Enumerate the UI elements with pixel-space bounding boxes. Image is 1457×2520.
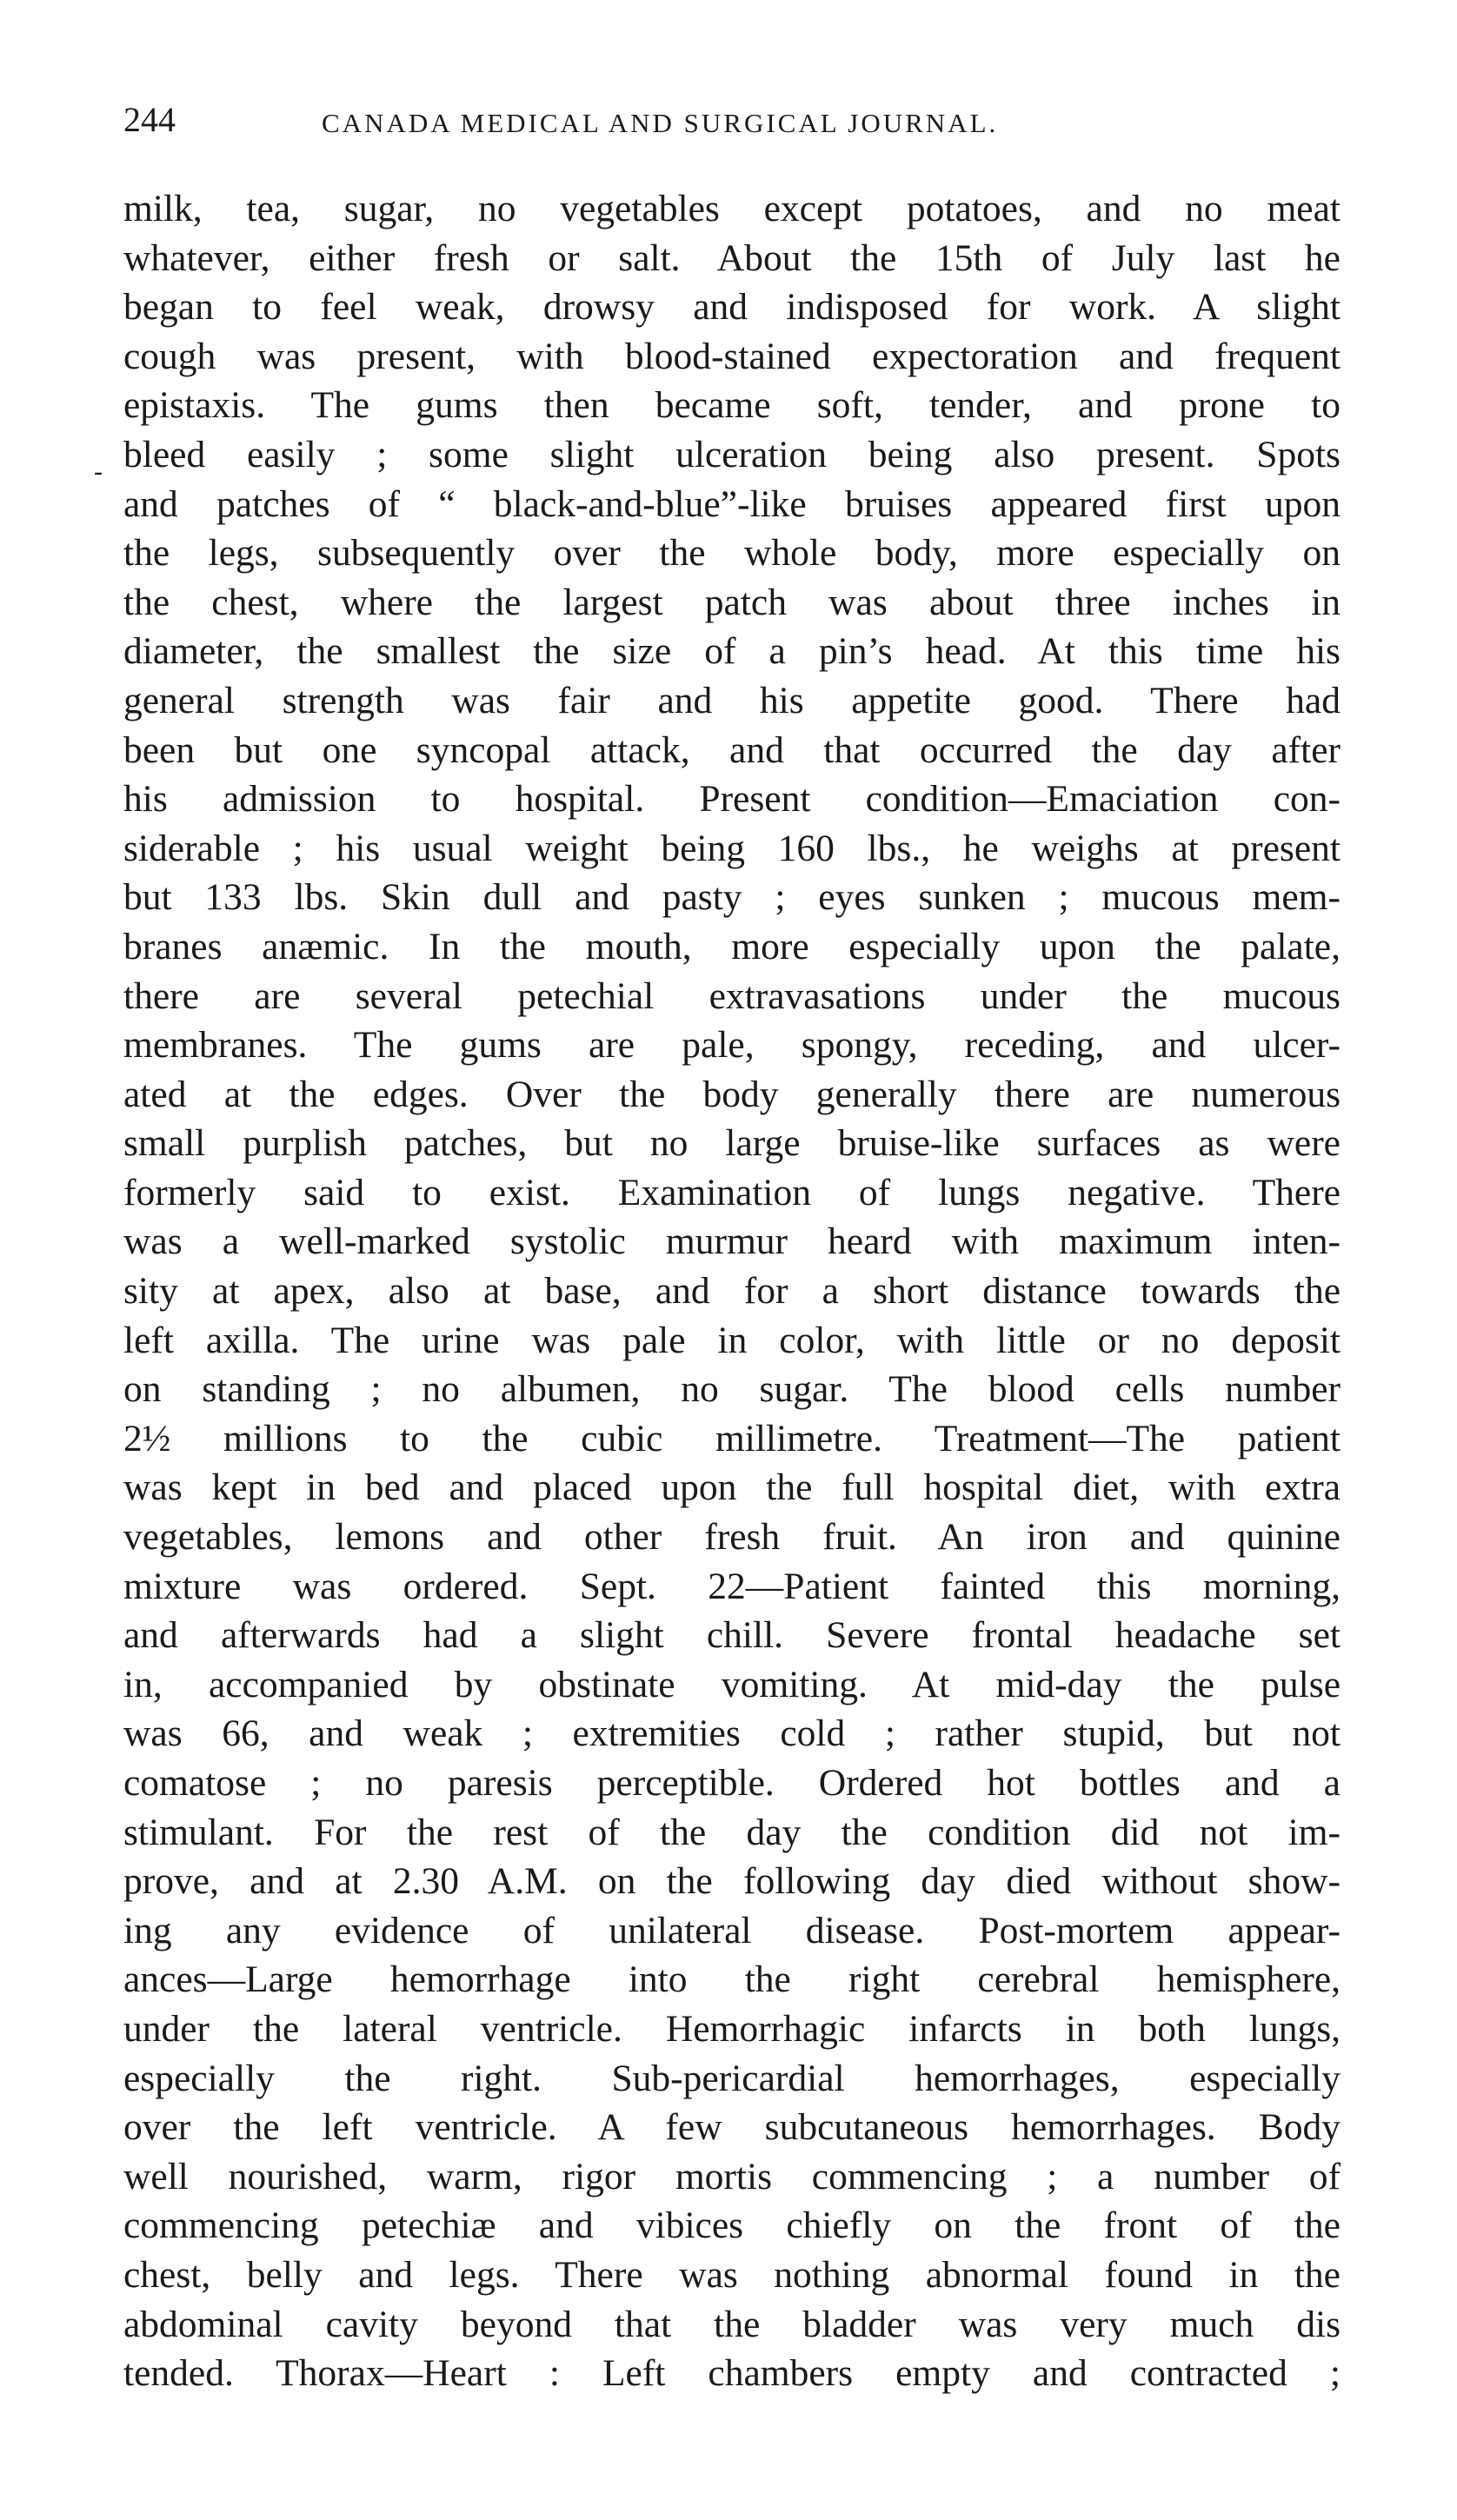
text-line: vegetables, lemons and other fresh fruit. An iron and quinine [123,1516,1341,1559]
text-line: well nourished, warm, rigor mortis commencing ; a number of [123,2155,1341,2198]
text-line: on standing ; no albumen, no sugar. The blood cells number [123,1368,1341,1411]
text-line: mixture was ordered. Sept. 22—Patient fainted this morning, [123,1565,1341,1607]
text-line: was a well-marked systolic murmur heard with maximum inten- [123,1220,1341,1263]
text-line: chest, belly and legs. There was nothing abnormal found in the [123,2253,1341,2296]
page-number: 244 [123,100,176,139]
text-line: the legs, subsequently over the whole body, more especially on [123,532,1341,575]
text-line: prove, and at 2.30 A.M. on the following day died without show- [123,1860,1341,1903]
text-line: siderable ; his usual weight being 160 lbs., he weighs at present [123,827,1341,869]
text-line: whatever, either fresh or salt. About the 15th of July last he [123,236,1341,279]
text-line: was kept in bed and placed upon the full hospital diet, with extra [123,1466,1341,1509]
text-line: ing any evidence of unilateral disease. Post-mortem appear- [123,1909,1341,1952]
text-line: membranes. The gums are pale, spongy, receding, and ulcer- [123,1024,1341,1067]
text-line: comatose ; no paresis perceptible. Ordered hot bottles and a [123,1762,1341,1804]
text-line: formerly said to exist. Examination of lungs negative. There [123,1171,1341,1213]
text-line: commencing petechiæ and vibices chiefly on the front of the [123,2204,1341,2247]
text-line: and patches of “ black-and-blue”-like bruises appeared first upon [123,482,1341,525]
text-line: cough was present, with blood-stained expectoration and frequent [123,335,1341,377]
text-line: epistaxis. The gums then became soft, tender, and prone to [123,384,1341,427]
text-line: there are several petechial extravasations under the mucous [123,974,1341,1017]
text-line: been but one syncopal attack, and that occurred the day after [123,728,1341,771]
running-head [123,94,1341,146]
text-line: sity at apex, also at base, and for a short distance towards the [123,1270,1341,1313]
text-line: branes anæmic. In the mouth, more especially upon the palate, [123,925,1341,967]
text-line: general strength was fair and his appetite good. There had [123,679,1341,721]
text-line: ances—Large hemorrhage into the right cerebral hemisphere, [123,1958,1341,2001]
text-line: bleed easily ; some slight ulceration being also present. Spots [123,433,1341,475]
text-line: milk, tea, sugar, no vegetables except potatoes, and no meat [123,188,1341,229]
text-line: the chest, where the largest patch was about three inches in [123,581,1341,623]
text-line: began to feel weak, drowsy and indisposed for work. A slight [123,286,1341,329]
text-line: tended. Thorax—Heart : Left chambers empty and contracted ; [123,2352,1341,2395]
text-line: left axilla. The urine was pale in color, with little or no deposit [123,1319,1341,1361]
text-line: and afterwards had a slight chill. Severe frontal headache set [123,1614,1341,1657]
body-text [123,184,1341,2398]
text-line: diameter, the smallest the size of a pin’s head. At this time his [123,630,1341,673]
text-line: in, accompanied by obstinate vomiting. At mid-day the pulse [123,1663,1341,1705]
text-line: over the left ventricle. A few subcutaneous hemorrhages. Body [123,2106,1341,2149]
text-line: especially the right. Sub-pericardial hemorrhages, especially [123,2057,1341,2099]
text-line: but 133 lbs. Skin dull and pasty ; eyes sunken ; mucous mem- [123,876,1341,919]
journal-title: CANADA MEDICAL AND SURGICAL JOURNAL. [322,108,999,138]
margin-mark: - [94,457,103,486]
text-line: under the lateral ventricle. Hemorrhagic infarcts in both lungs, [123,2007,1341,2050]
text-line: was 66, and weak ; extremities cold ; rather stupid, but not [123,1712,1341,1755]
text-line: abdominal cavity beyond that the bladder was very much dis [123,2303,1341,2345]
text-line: his admission to hospital. Present condition—Emaciation con- [123,778,1341,821]
text-line: stimulant. For the rest of the day the condition did not im- [123,1811,1341,1853]
text-line: ated at the edges. Over the body generally there are numerous [123,1073,1341,1115]
text-line: 2½ millions to the cubic millimetre. Treatment—The patient [123,1417,1341,1459]
text-line: small purplish patches, but no large bruise-like surfaces as were [123,1122,1341,1165]
